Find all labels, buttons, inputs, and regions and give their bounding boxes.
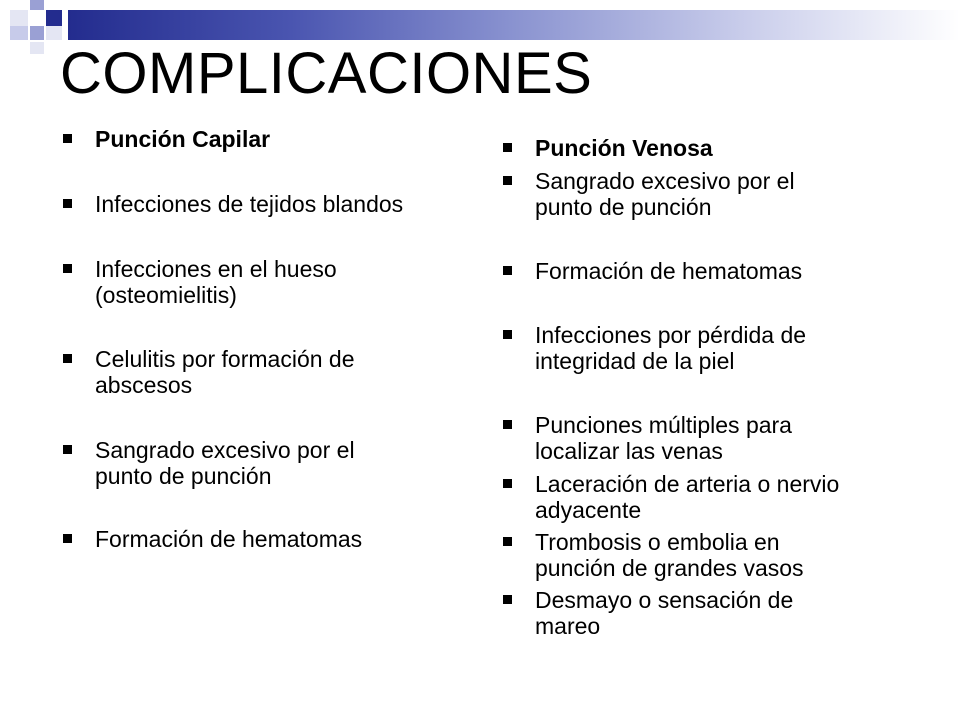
header-gradient-bar: [68, 10, 960, 40]
slide-title: COMPLICACIONES: [60, 41, 593, 106]
list-item: Desmayo o sensación de mareo: [500, 587, 855, 639]
decorative-square: [30, 0, 44, 10]
list-item: Punciones múltiples para localizar las venas: [500, 412, 845, 464]
list-item-heading: Punción Venosa: [500, 135, 935, 161]
list-item: Infecciones en el hueso (osteomielitis): [60, 256, 395, 308]
list-item: Trombosis o embolia en punción de grandes vasos: [500, 529, 865, 581]
decorative-square: [30, 26, 44, 40]
list-item: Sangrado excesivo por el punto de punción: [60, 437, 405, 489]
decorative-square: [46, 26, 62, 40]
list-item: Celulitis por formación de abscesos: [60, 346, 405, 398]
list-item-heading: Punción Capilar: [60, 126, 475, 152]
decorative-square: [10, 26, 28, 40]
list-item: Infecciones por pérdida de integridad de la piel: [500, 322, 865, 374]
list-item: Sangrado excesivo por el punto de punción: [500, 168, 855, 220]
list-item: Infecciones de tejidos blandos: [60, 191, 485, 217]
decorative-square: [10, 10, 28, 26]
decorative-square: [30, 42, 44, 54]
list-item: Formación de hematomas: [500, 258, 935, 284]
decorative-square: [46, 10, 62, 26]
list-item: Laceración de arteria o nervio adyacente: [500, 471, 905, 523]
list-item: Formación de hematomas: [60, 526, 485, 552]
